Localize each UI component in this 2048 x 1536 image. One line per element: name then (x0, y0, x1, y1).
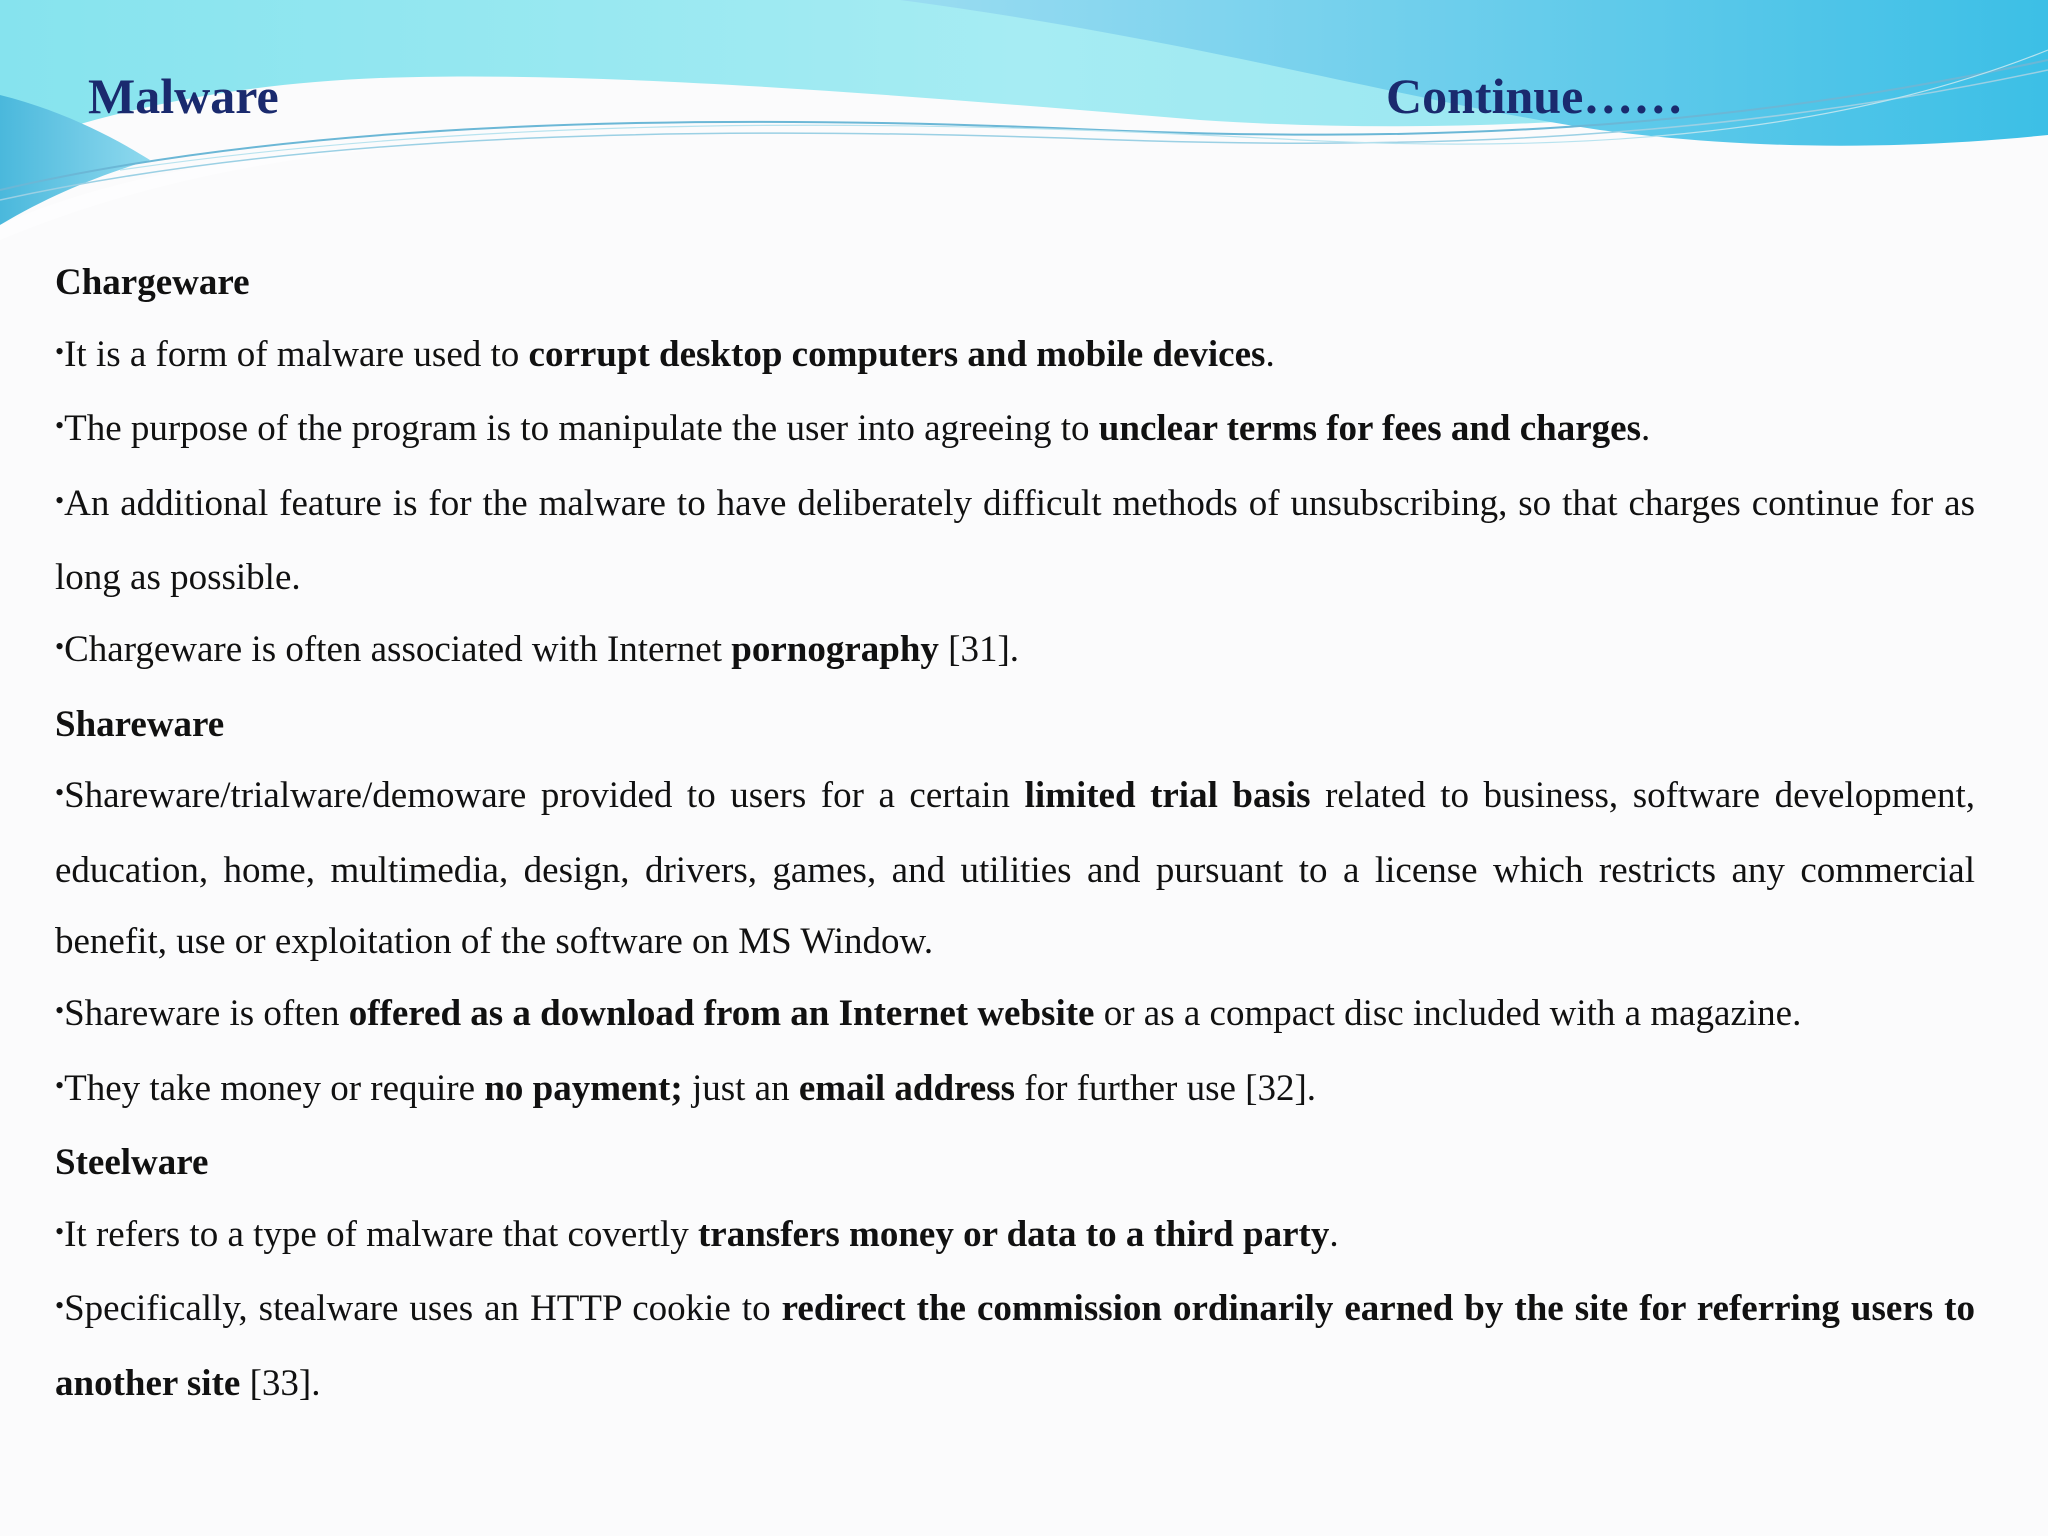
slide-body (55, 247, 1975, 1420)
bullet-icon: • (55, 1291, 65, 1321)
header-wave-decoration (0, 0, 2048, 240)
page-title: Malware (88, 68, 279, 124)
bullet-item: •An additional feature is for the malware to have deliberately difficult methods of unsubscribing, so that charges continue for as long as possible. (55, 482, 1975, 599)
section-heading-steelware: Steelware (55, 1142, 209, 1184)
section-heading-shareware: Shareware (55, 703, 225, 745)
bullet-icon: • (55, 1216, 65, 1246)
bullet-item: •The purpose of the program is to manipulate the user into agreeing to unclear terms for fees and charges. (55, 408, 1651, 450)
bullet-item: •They take money or require no payment; just an email address for further use [32]. (55, 1067, 1317, 1109)
bullet-item: •It is a form of malware used to corrupt desktop computers and mobile devices. (55, 333, 1275, 375)
bullet-icon: • (55, 631, 65, 661)
bullet-icon: • (55, 336, 65, 366)
bullet-item: •It refers to a type of malware that covertly transfers money or data to a third party. (55, 1213, 1339, 1255)
bullet-icon: • (55, 995, 65, 1025)
bullet-item: •Shareware/trialware/demoware provided to users for a certain limited trial basis related to business, software development, education, home, multimedia, design, drivers, games, and utilities and pursuant to a license which restricts any commercial benefit, use or exploitation of the software on MS Window. (55, 775, 1975, 963)
bullet-item: •Shareware is often offered as a download from an Internet website or as a compact disc included with a magazine. (55, 992, 1802, 1034)
page-subtitle: Continue…… (1386, 68, 1684, 124)
bullet-icon: • (55, 411, 65, 441)
bullet-icon: • (55, 485, 65, 515)
bullet-icon: • (55, 1070, 65, 1100)
bullet-item: •Specifically, stealware uses an HTTP cookie to redirect the commission ordinarily earned by the site for referring users to another site [33]. (55, 1288, 1975, 1404)
bullet-icon: • (55, 778, 65, 808)
section-heading-chargeware: Chargeware (55, 262, 250, 303)
bullet-item: •Chargeware is often associated with Internet pornography [31]. (55, 628, 1020, 670)
